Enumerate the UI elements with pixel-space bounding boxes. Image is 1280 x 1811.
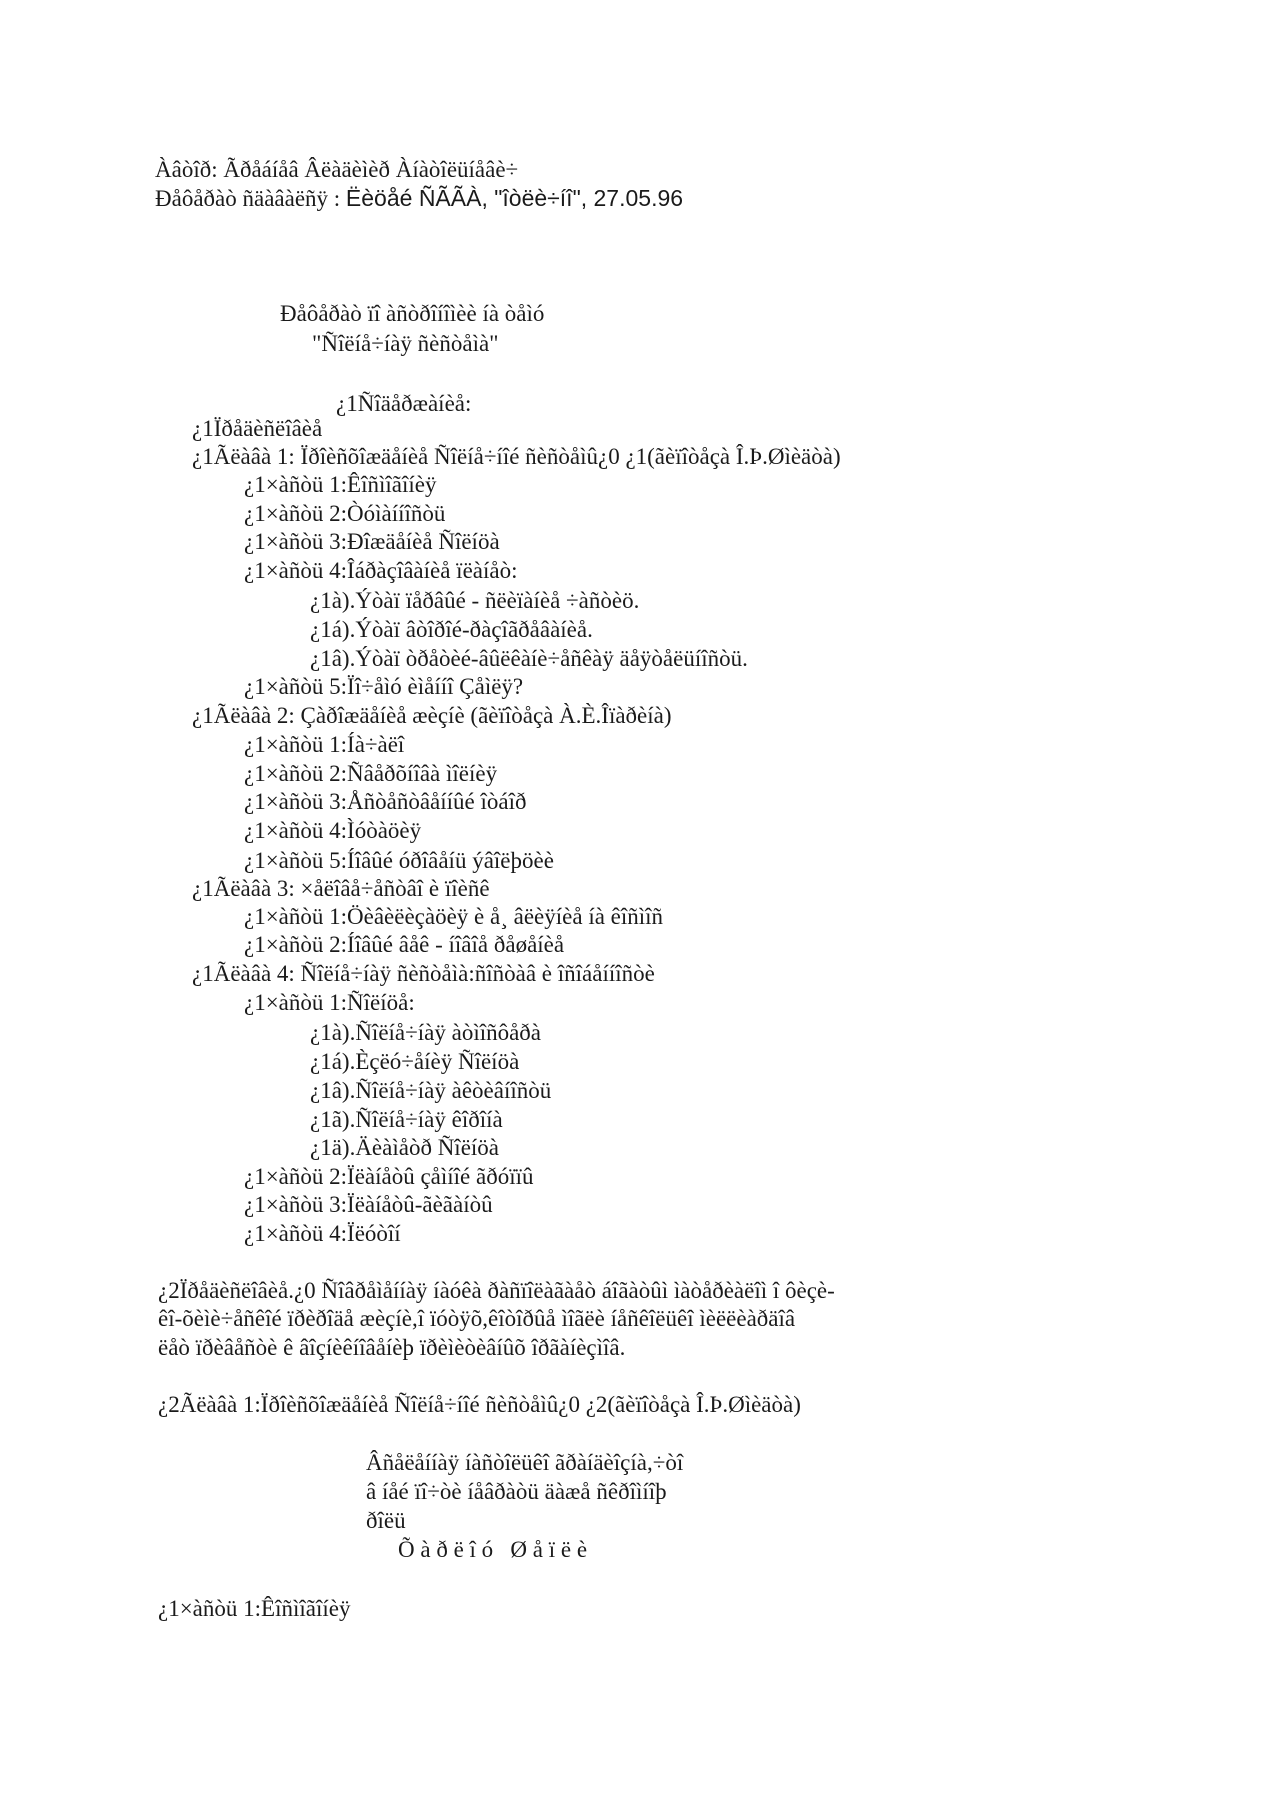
toc-item: ¿1×àñòü 1:Öèâèëèçàöèÿ è å¸ âëèÿíèå íà êîñìîñ: [244, 904, 664, 929]
reviewer-label: Ðåôåðàò ñäàâàëñÿ :: [155, 186, 346, 211]
toc-item: ¿1×àñòü 5:Íîâûé óðîâåíü ýâîëþöèè: [244, 848, 554, 873]
toc-item: ¿1×àñòü 2:Ïëàíåòû çåìíîé ãðóïïû: [244, 1164, 534, 1189]
toc-item: ¿1×àñòü 1:Íà÷àëî: [244, 732, 405, 757]
preface-line: ¿2Ïðåäèñëîâèå.¿0 Ñîâðåìåííàÿ íàóêà ðàñïîëàãàåò áîãàòûì ìàòåðèàëîì î ôèçè-: [158, 1278, 835, 1303]
toc-item: ¿1×àñòü 3:Ðîæäåíèå Ñîëíöà: [244, 529, 500, 554]
toc-item: ¿1ä).Äèàìåòð Ñîëíöà: [310, 1135, 500, 1160]
toc-item: ¿1×àñòü 2:Òóìàííîñòü: [244, 501, 446, 526]
title-line-1: Ðåôåðàò ïî àñòðîíîìèè íà òåìó: [280, 301, 545, 326]
toc-item: ¿1ã).Ñîëíå÷íàÿ êîðîíà: [310, 1107, 503, 1132]
epigraph-author: Õ à ð ë î ó Ø å ï ë è: [398, 1537, 588, 1562]
toc-item: ¿1â).Ýòàï òðåòèé-âûëêàíè÷åñêàÿ äåÿòåëüíîñòü.: [310, 646, 748, 671]
toc-item: ¿1×àñòü 2:Íîâûé âåê - íîâîå ðåøåíèå: [244, 932, 565, 957]
toc-item: ¿1×àñòü 5:Ïî÷åìó èìåííî Çåìëÿ?: [244, 674, 524, 699]
toc-item: ¿1×àñòü 3:Åñòåñòâåííûé îòáîð: [244, 789, 527, 814]
toc-item: ¿1×àñòü 1:Ñîëíöå:: [244, 990, 415, 1015]
toc-item: ¿1×àñòü 1:Êîñìîãîíèÿ: [244, 472, 437, 497]
section-heading: ¿1×àñòü 1:Êîñìîãîíèÿ: [158, 1596, 351, 1621]
toc-item: ¿1á).Èçëó÷åíèÿ Ñîëíöà: [310, 1049, 520, 1074]
epigraph-line: Âñåëåííàÿ íàñòîëüêî ãðàíäèîçíà,÷òî: [366, 1450, 684, 1475]
chapter-heading: ¿2Ãëàâà 1:Ïðîèñõîæäåíèå Ñîëíå÷íîé ñèñòåìû¿0 ¿2(ãèïîòåçà Î.Þ.Øìèäòà): [158, 1392, 801, 1417]
toc-item: ¿1×àñòü 3:Ïëàíåòû-ãèãàíòû: [244, 1192, 493, 1217]
toc-item: ¿1Ïðåäèñëîâèå: [192, 416, 323, 441]
toc-item: ¿1Ãëàâà 2: Çàðîæäåíèå æèçíè (ãèïîòåçà À.È.Îïàðèíà): [192, 703, 672, 728]
title-line-2: "Ñîëíå÷íàÿ ñèñòåìà": [312, 331, 499, 356]
preface-line: ëåò ïðèâåñòè ê âîçíèêíîâåíèþ ïðèìèòèâíûõ îðãàíèçìîâ.: [158, 1335, 626, 1360]
reviewer-value: Ëèöåé ÑÃÃÀ, "îòëè÷íî", 27.05.96: [345, 185, 684, 211]
toc-item: ¿1Ãëàâà 4: Ñîëíå÷íàÿ ñèñòåìà:ñîñòàâ è îñîáåííîñòè: [192, 961, 655, 986]
toc-item: ¿1â).Ñîëíå÷íàÿ àêòèâíîñòü: [310, 1078, 552, 1103]
toc-item: ¿1×àñòü 4:Îáðàçîâàíèå ïëàíåò:: [244, 558, 518, 583]
toc-item: ¿1à).Ñîëíå÷íàÿ àòìîñôåðà: [310, 1020, 542, 1045]
toc-item: ¿1Ãëàâà 3: ×åëîâå÷åñòâî è ïîèñê: [192, 876, 490, 901]
reviewer-line: [155, 184, 683, 213]
author-line: Àâòîð: Ãðåáíåâ Âëàäèìèð Àíàòîëüíåâè÷: [155, 157, 519, 182]
toc-heading: ¿1Ñîäåðæàíèå:: [336, 391, 472, 416]
toc-item: ¿1à).Ýòàï ïåðâûé - ñëèïàíèå ÷àñòèö.: [310, 588, 640, 613]
toc-item: ¿1×àñòü 4:Ìóòàöèÿ: [244, 818, 422, 843]
toc-item: ¿1×àñòü 4:Ïëóòîí: [244, 1221, 401, 1246]
toc-item: ¿1á).Ýòàï âòîðîé-ðàçîãðåâàíèå.: [310, 617, 593, 642]
toc-item: ¿1Ãëàâà 1: Ïðîèñõîæäåíèå Ñîëíå÷íîé ñèñòåìû¿0 ¿1(ãèïîòåçà Î.Þ.Øìèäòà): [192, 444, 841, 469]
toc-item: ¿1×àñòü 2:Ñâåðõíîâà ìîëíèÿ: [244, 761, 498, 786]
preface-line: êî-õèìè÷åñêîé ïðèðîäå æèçíè,î ïóòÿõ,êîòîðûå ìîãëè íåñêîëüêî ìèëëèàðäîâ: [158, 1306, 796, 1331]
epigraph-line: â íåé ïî÷òè íåâðàòü äàæå ñêðîìíîþ: [366, 1479, 667, 1504]
epigraph-line: ðîëü: [366, 1508, 406, 1533]
